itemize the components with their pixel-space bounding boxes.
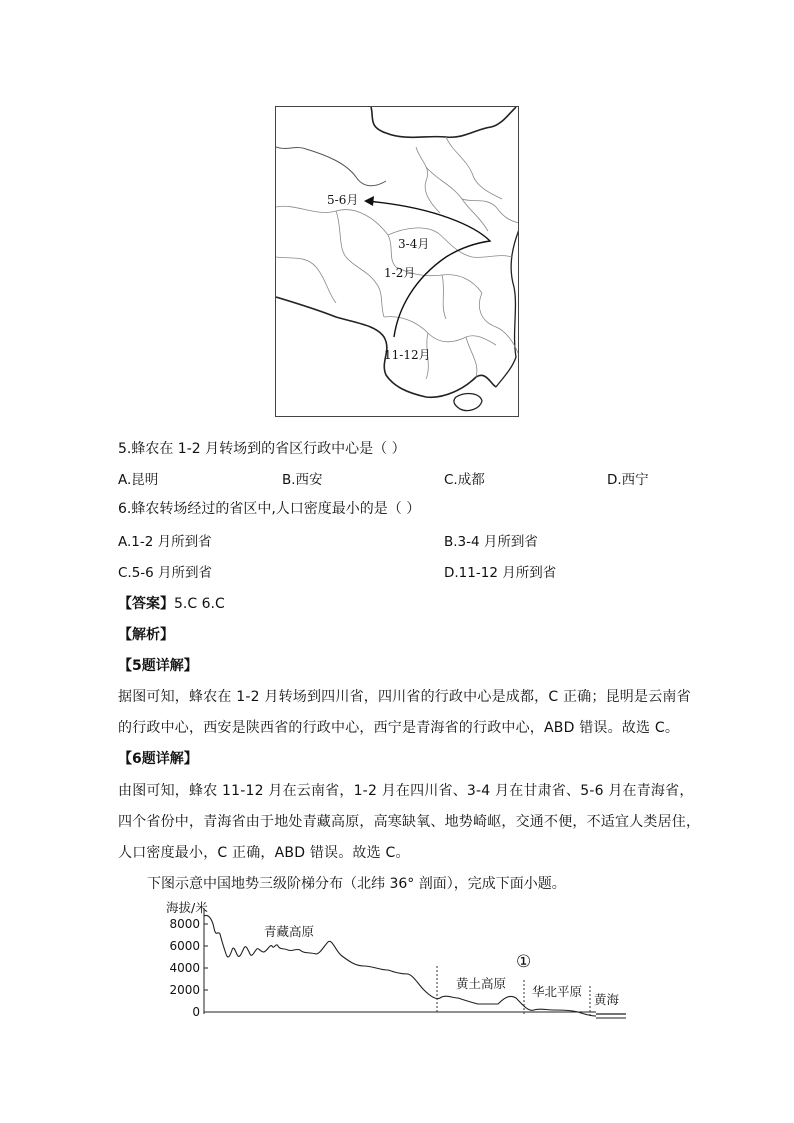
q5-option-b: B.西安	[282, 472, 323, 488]
analysis-tag: 【解析】	[118, 627, 174, 643]
hainan-island	[454, 394, 482, 411]
label-mar-apr: 3-4月	[398, 237, 430, 251]
label-qingzang-plateau: 青藏高原	[264, 924, 315, 939]
tick-label-8000: 8000	[169, 917, 200, 931]
tick-label-2000: 2000	[169, 983, 200, 997]
label-loess-plateau: 黄土高原	[456, 976, 507, 991]
q6-option-b: B.3-4 月所到省	[444, 534, 538, 550]
q5-detail-line-1: 据图可知，蜂农在 1-2 月转场到四川省，四川省的行政中心是成都，C 正确；昆明是云南省	[118, 689, 691, 705]
route-arrowhead	[364, 196, 374, 206]
q6-option-c: C.5-6 月所到省	[118, 565, 213, 581]
q6-detail-tag: 【6题详解】	[118, 751, 198, 767]
answer-line	[118, 593, 225, 613]
q6-detail-line-2: 四个省份中，青海省由于地处青藏高原，高寒缺氧、地势崎岖，交通不便，不适宜人类居住，	[118, 814, 701, 830]
label-may-jun: 5-6月	[327, 193, 359, 207]
q6-option-a: A.1-2 月所到省	[118, 534, 212, 550]
tick-label-4000: 4000	[169, 961, 200, 975]
label-jan-feb: 1-2月	[384, 266, 416, 280]
profile-y-label: 海拔/米	[166, 900, 208, 915]
coast-line	[496, 227, 519, 387]
q5-detail-line-2: 的行政中心，西安是陕西省的行政中心，西宁是青海省的行政中心，ABD 错误。故选 C。	[118, 720, 680, 736]
label-nov-dec: 11-12月	[384, 348, 431, 362]
bee-migration-map	[275, 106, 519, 417]
terrain-profile	[160, 894, 630, 1024]
q6-detail-line-1: 由图可知，蜂农 11-12 月在云南省，1-2 月在四川省、3-4 月在甘肃省、5-6 月在青海省，	[118, 783, 694, 799]
map-base	[276, 107, 519, 417]
tick-label-0: 0	[192, 1005, 200, 1019]
q5-option-d: D.西宁	[607, 472, 649, 488]
northern-border-line	[371, 107, 516, 137]
label-north-china-plain: 华北平原	[532, 984, 583, 999]
inner-mongolia-line	[276, 147, 386, 186]
q5-option-c: C.成都	[444, 472, 485, 488]
q5-option-a: A.昆明	[118, 472, 159, 488]
label-yellow-sea: 黄海	[594, 992, 620, 1007]
profile-intro: 下图示意中国地势三级阶梯分布（北纬 36° 剖面），完成下面小题。	[147, 876, 566, 892]
q5-detail-tag: 【5题详解】	[118, 658, 198, 674]
q6-stem: 6.蜂农转场经过的省区中,人口密度最小的是（ ）	[118, 501, 421, 517]
tick-label-6000: 6000	[169, 939, 200, 953]
q5-stem: 5.蜂农在 1-2 月转场到的省区行政中心是（ ）	[118, 441, 406, 457]
answer-text: 5.C 6.C	[174, 596, 225, 612]
answer-tag: 【答案】	[118, 596, 174, 612]
profile-line	[204, 916, 596, 1017]
label-circle-1: ①	[516, 952, 532, 972]
profile-svg	[160, 894, 630, 1024]
q6-detail-line-3: 人口密度最小，C 正确，ABD 错误。故选 C。	[118, 845, 410, 861]
q6-option-d: D.11-12 月所到省	[444, 565, 557, 581]
